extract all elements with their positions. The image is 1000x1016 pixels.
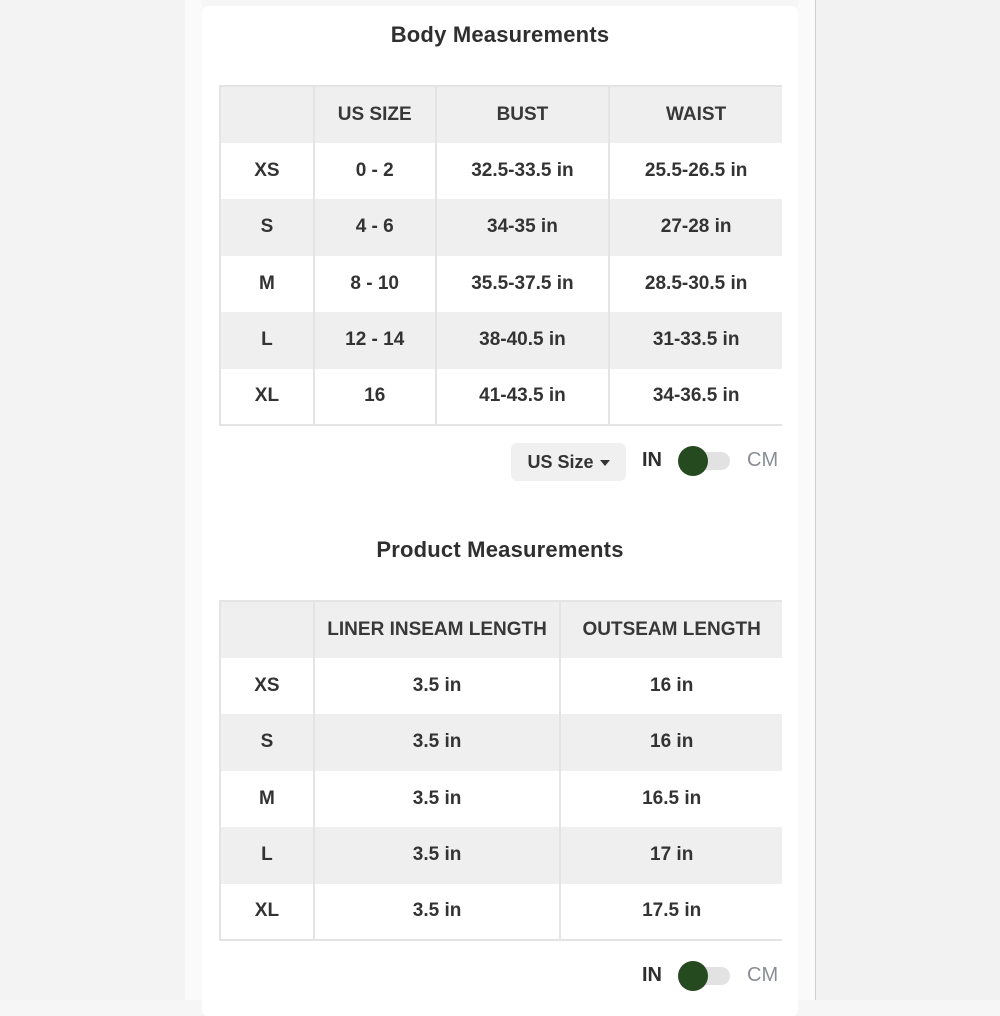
table-cell: 3.5 in [314, 884, 561, 941]
size-system-label: US Size [527, 451, 594, 472]
table-cell: 25.5-26.5 in [609, 143, 782, 200]
toggle-knob [678, 446, 708, 476]
toggle-knob [678, 961, 708, 991]
size-label: M [220, 256, 314, 313]
size-label: XL [220, 369, 314, 426]
table-cell: 3.5 in [314, 714, 561, 771]
table-cell: 16 [314, 369, 436, 426]
body-measurements-table [219, 85, 782, 426]
caret-down-icon [600, 460, 610, 466]
table-cell: 34-36.5 in [609, 369, 782, 426]
table-cell: 3.5 in [314, 658, 561, 715]
header-cell-us-size: US SIZE [314, 86, 436, 143]
table-cell: 41-43.5 in [436, 369, 610, 426]
background-right [816, 0, 1000, 1000]
size-label: L [220, 827, 314, 884]
table-row [220, 771, 782, 828]
table-cell: 3.5 in [314, 827, 561, 884]
header-cell-outseam: OUTSEAM LENGTH [560, 601, 782, 658]
size-label: XS [220, 143, 314, 200]
table-row [220, 827, 782, 884]
header-cell [220, 601, 314, 658]
unit-toggle[interactable] [678, 966, 732, 986]
table-row [220, 658, 782, 715]
table-row [220, 312, 782, 369]
unit-in-label[interactable]: IN [642, 964, 662, 986]
page-gutter-left [185, 0, 202, 1000]
table-header-row [220, 86, 782, 143]
table-cell: 27-28 in [609, 199, 782, 256]
table-cell: 0 - 2 [314, 143, 436, 200]
table-row [220, 369, 782, 426]
body-measurements-title: Body Measurements [390, 22, 610, 47]
table-cell: 16 in [560, 658, 782, 715]
unit-in-label[interactable]: IN [642, 449, 662, 471]
page-gutter-right [798, 0, 815, 1000]
header-cell-liner-inseam: LINER INSEAM LENGTH [314, 601, 561, 658]
table-cell: 4 - 6 [314, 199, 436, 256]
table-cell: 31-33.5 in [609, 312, 782, 369]
unit-cm-label[interactable]: CM [747, 449, 779, 471]
size-label: XS [220, 658, 314, 715]
table-row [220, 199, 782, 256]
table-cell: 16.5 in [560, 771, 782, 828]
product-measurements-table [219, 600, 782, 941]
table-cell: 35.5-37.5 in [436, 256, 610, 313]
table-cell: 17.5 in [560, 884, 782, 941]
table-row [220, 884, 782, 941]
header-cell [220, 86, 314, 143]
product-measurements-title: Product Measurements [376, 537, 624, 562]
table-row [220, 714, 782, 771]
unit-cm-label[interactable]: CM [747, 964, 779, 986]
table-cell: 16 in [560, 714, 782, 771]
size-label: S [220, 714, 314, 771]
table-cell: 34-35 in [436, 199, 610, 256]
table-cell: 12 - 14 [314, 312, 436, 369]
table-row [220, 143, 782, 200]
size-label: S [220, 199, 314, 256]
size-label: L [220, 312, 314, 369]
size-label: M [220, 771, 314, 828]
table-cell: 32.5-33.5 in [436, 143, 610, 200]
table-row [220, 256, 782, 313]
table-cell: 17 in [560, 827, 782, 884]
table-cell: 38-40.5 in [436, 312, 610, 369]
table-cell: 3.5 in [314, 771, 561, 828]
unit-toggle[interactable] [678, 451, 732, 471]
table-cell: 28.5-30.5 in [609, 256, 782, 313]
size-label: XL [220, 884, 314, 941]
background-left [0, 0, 185, 1000]
size-system-dropdown[interactable] [511, 443, 626, 481]
table-header-row [220, 601, 782, 658]
header-cell-bust: BUST [436, 86, 610, 143]
header-cell-waist: WAIST [609, 86, 782, 143]
table-cell: 8 - 10 [314, 256, 436, 313]
